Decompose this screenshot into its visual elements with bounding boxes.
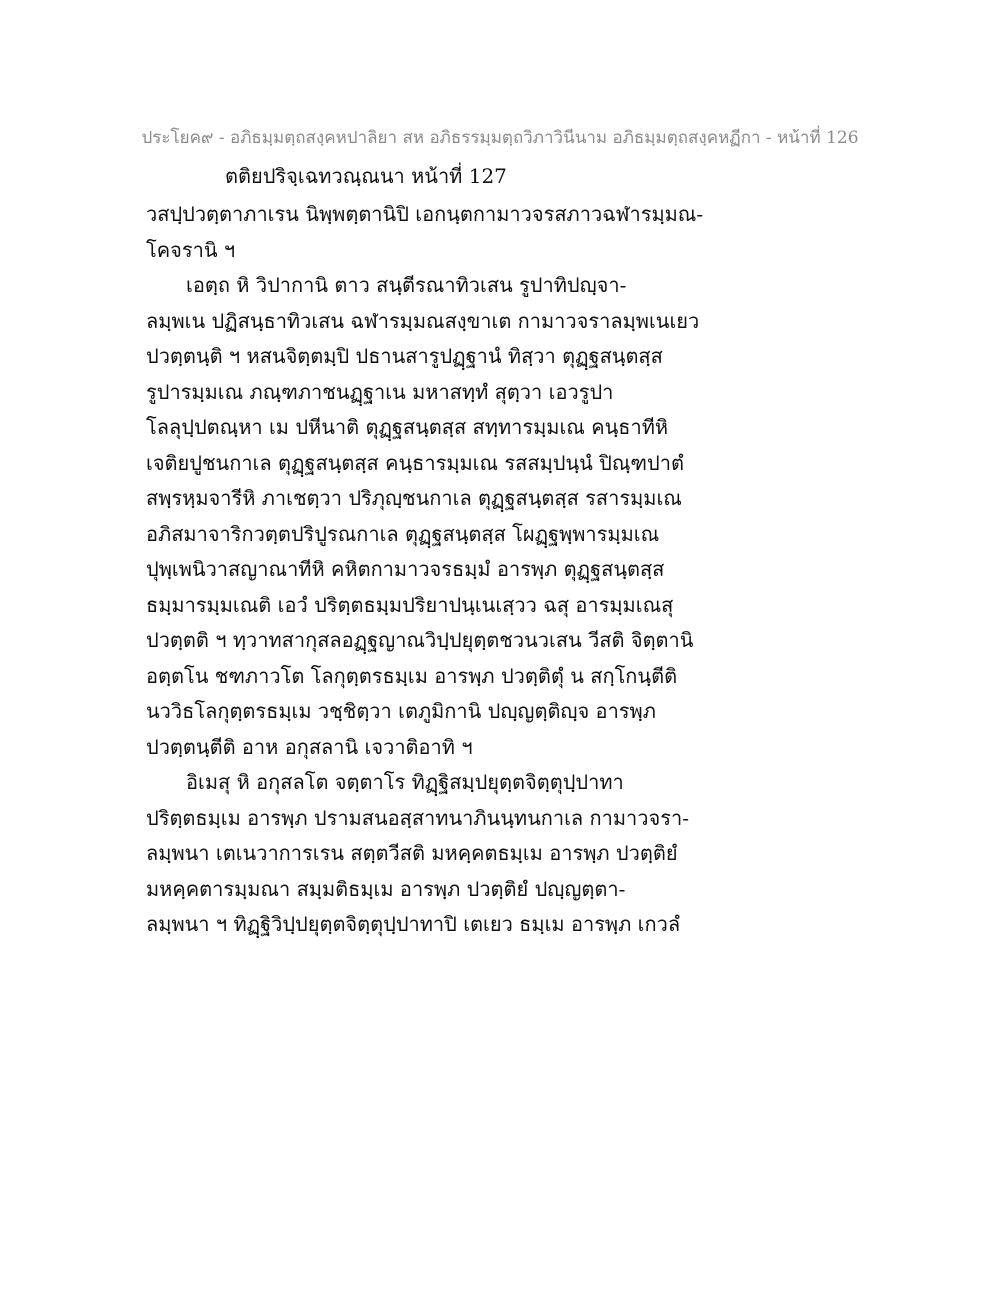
text-line: อภิสมาจาริกวตฺตปริปูรณกาเล ตุฏฺฐสนฺตสฺส โผฏฺฐพฺพารมฺมเณ (146, 521, 660, 546)
text-line: มหคฺคตารมฺมณา สมฺมติธมฺเม อารพฺภ ปวตฺติยํ ปญฺญตฺตา- (146, 876, 626, 901)
text-line: เจติยปูชนกาเล ตุฏฺฐสนฺตสฺส คนฺธารมฺมเณ รสสมฺปนฺนํ ปิณฺฑปาตํ (146, 450, 684, 475)
text-line: ลมฺพนา เตเนวาการเรน สตฺตวีสติ มหคฺคตธมฺเม อารพฺภ ปวตฺติยํ (146, 841, 678, 865)
paragraph-start-line: เอตฺถ หิ วิปากานิ ตาว สนฺตีรณาทิวเสน รูปาทิปญฺจา- (186, 273, 627, 297)
body-text (146, 197, 866, 943)
text-line: ลมฺพเน ปฏิสนฺธาทิวเสน ฉฬารมฺมณสงฺขาเต กามาวจราลมฺพเนเยว (146, 308, 700, 333)
text-line: ปวตฺตติ ฯ ทฺวาทสากุสลอฏฺฐญาณวิปฺปยุตฺตชวนวเสน วีสติ จิตฺตานิ (146, 628, 694, 652)
running-header: ประโยค๙ - อภิธมฺมตฺถสงฺคหปาลิยา สห อภิธรรมฺมตฺถวิภาวินีนาม อภิธมฺมตฺถสงฺคหฏีกา - หน้าที่ 126 (141, 128, 859, 148)
text-line: ลมฺพนา ฯ ทิฏฺฐิวิปฺปยุตฺตจิตฺตุปฺปาทาปิ เตเยว ธมฺเม อารพฺภ เกวลํ (146, 912, 681, 936)
text-line: โลลุปฺปตณฺหา เม ปหีนาติ ตุฏฺฐสนฺตสฺส สทฺทารมฺมเณ คนฺธาทีหิ (146, 415, 669, 439)
text-line: นววิธโลกุตฺตรธมฺเม วชฺชิตฺวา เตภูมิกานิ ปญฺญตฺติญฺจ อารพฺภ (146, 699, 656, 723)
text-line: ปริตฺตธมฺเม อารพฺภ ปรามสนอสฺสาทนาภินนฺทนกาเล กามาวจรา- (146, 805, 689, 830)
text-line: อตฺตโน ชฑภาวโต โลกุตฺตรธมฺเม อารพฺภ ปวตฺติตุํ น สกฺโกนฺตีติ (146, 663, 678, 688)
text-line: ปุพฺเพนิวาสญาณาทีหิ คหิตกามาวจรธมฺมํ อารพฺภ ตุฏฺฐสนฺตสฺส (146, 557, 665, 581)
text-line: รูปารมฺมเณ ภณฺฑภาชนฏฺฐาเน มหาสทฺทํ สุตฺวา เอวรูปา (146, 379, 614, 404)
paragraph-start-line: อิเมสุ หิ อกุสลโต จตฺตาโร ทิฏฺฐิสมฺปยุตฺตจิตฺตุปฺปาทา (186, 770, 624, 794)
section-heading: ตติยปริจฺเฉทวณฺณนา หน้าที่ 127 (225, 164, 507, 188)
text-line: ธมฺมารมฺมเณติ เอวํ ปริตฺตธมฺมปริยาปนฺเนเสฺวว ฉสุ อารมฺมเณสุ (146, 592, 674, 617)
text-line: ปวตฺตนฺติ ฯ หสนจิตฺตมฺปิ ปธานสารูปฏฺฐานํ ทิสฺวา ตุฏฺฐสนฺตสฺส (146, 344, 663, 368)
text-line: วสปฺปวตฺตาภาเรน นิพฺพตฺตานิปิ เอกนฺตกามาวจรสภาวฉฬารมฺมณ- (146, 202, 704, 226)
text-line: โคจรานิ ฯ (146, 237, 236, 262)
text-line: ปวตฺตนฺตีติ อาห อกุสลานิ เจวาติอาทิ ฯ (146, 734, 473, 759)
text-line: สพฺรหฺมจารีหิ ภาเชตฺวา ปริภุญฺชนกาเล ตุฏฺฐสนฺตสฺส รสารมฺมเณ (146, 486, 682, 510)
